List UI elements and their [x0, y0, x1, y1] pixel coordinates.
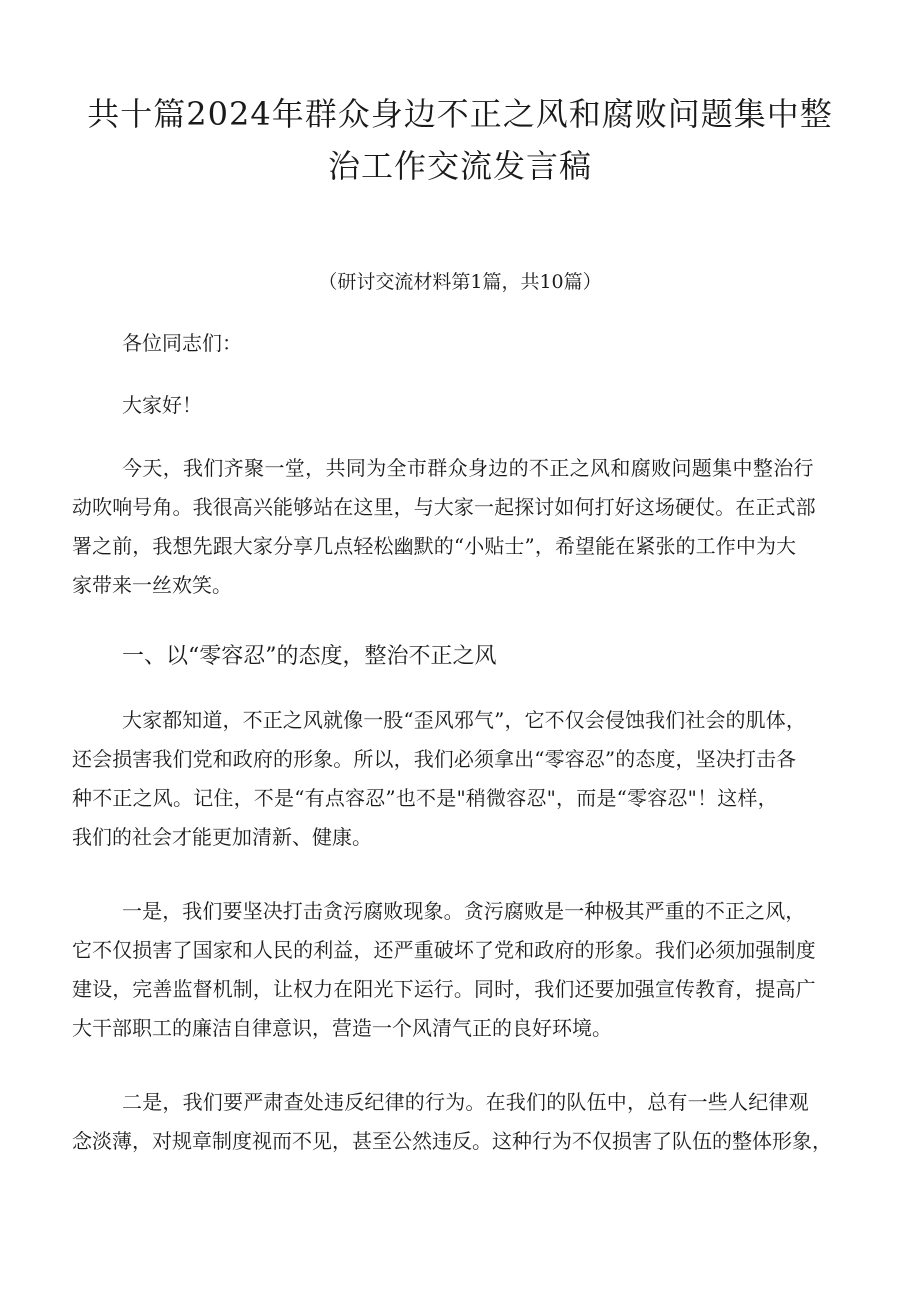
section-heading: 一、以“零容忍”的态度，整治不正之风 [122, 644, 497, 669]
section1-line: 还会损害我们党和政府的形象。所以，我们必须拿出“零容忍”的态度，坚决打击各 [72, 747, 797, 771]
intro-line: 动吹响号角。我很高兴能够站在这里，与大家一起探讨如何打好这场硬仗。在正式部 [72, 495, 816, 519]
point1-line: 建设，完善监督机制，让权力在阳光下运行。同时，我们还要加强宣传教育，提高广 [72, 977, 816, 1001]
intro-line: 署之前，我想先跟大家分享几点轻松幽默的“小贴士”，希望能在紧张的工作中为大 [72, 534, 797, 558]
intro-line: 今天，我们齐聚一堂，共同为全市群众身边的不正之风和腐败问题集中整治行 [122, 456, 814, 480]
section1-line: 种不正之风。记住，不是“有点容忍”也不是"稍微容忍"，而是“零容忍"！这样， [72, 786, 778, 810]
salutation: 各位同志们： [122, 331, 242, 355]
section1-line: 大家都知道，不正之风就像一股“歪风邪气”，它不仅会侵蚀我们社会的肌体， [122, 708, 806, 732]
title-line-1: 共十篇2024年群众身边不正之风和腐败问题集中整 [87, 95, 833, 133]
point1-line: 大干部职工的廉洁自律意识，营造一个风清气正的良好环境。 [72, 1016, 612, 1040]
document-subtitle: （研讨交流材料第1篇，共10篇） [318, 271, 602, 293]
point1-line: 一是，我们要坚决打击贪污腐败现象。贪污腐败是一种极其严重的不正之风， [122, 899, 806, 923]
title-line-2: 治工作交流发言稿 [327, 147, 592, 185]
point2-line: 二是，我们要严肃查处违反纪律的行为。在我们的队伍中，总有一些人纪律观 [122, 1090, 809, 1114]
section1-line: 我们的社会才能更加清新、健康。 [72, 825, 372, 849]
point1-line: 它不仅损害了国家和人民的利益，还严重破坏了党和政府的形象。我们必须加强制度 [72, 938, 816, 962]
greeting: 大家好！ [122, 393, 202, 417]
document-title [60, 88, 860, 192]
intro-line: 家带来一丝欢笑。 [72, 573, 232, 597]
point2-line: 念淡薄，对规章制度视而不见，甚至公然违反。这种行为不仅损害了队伍的整体形象， [72, 1129, 832, 1153]
